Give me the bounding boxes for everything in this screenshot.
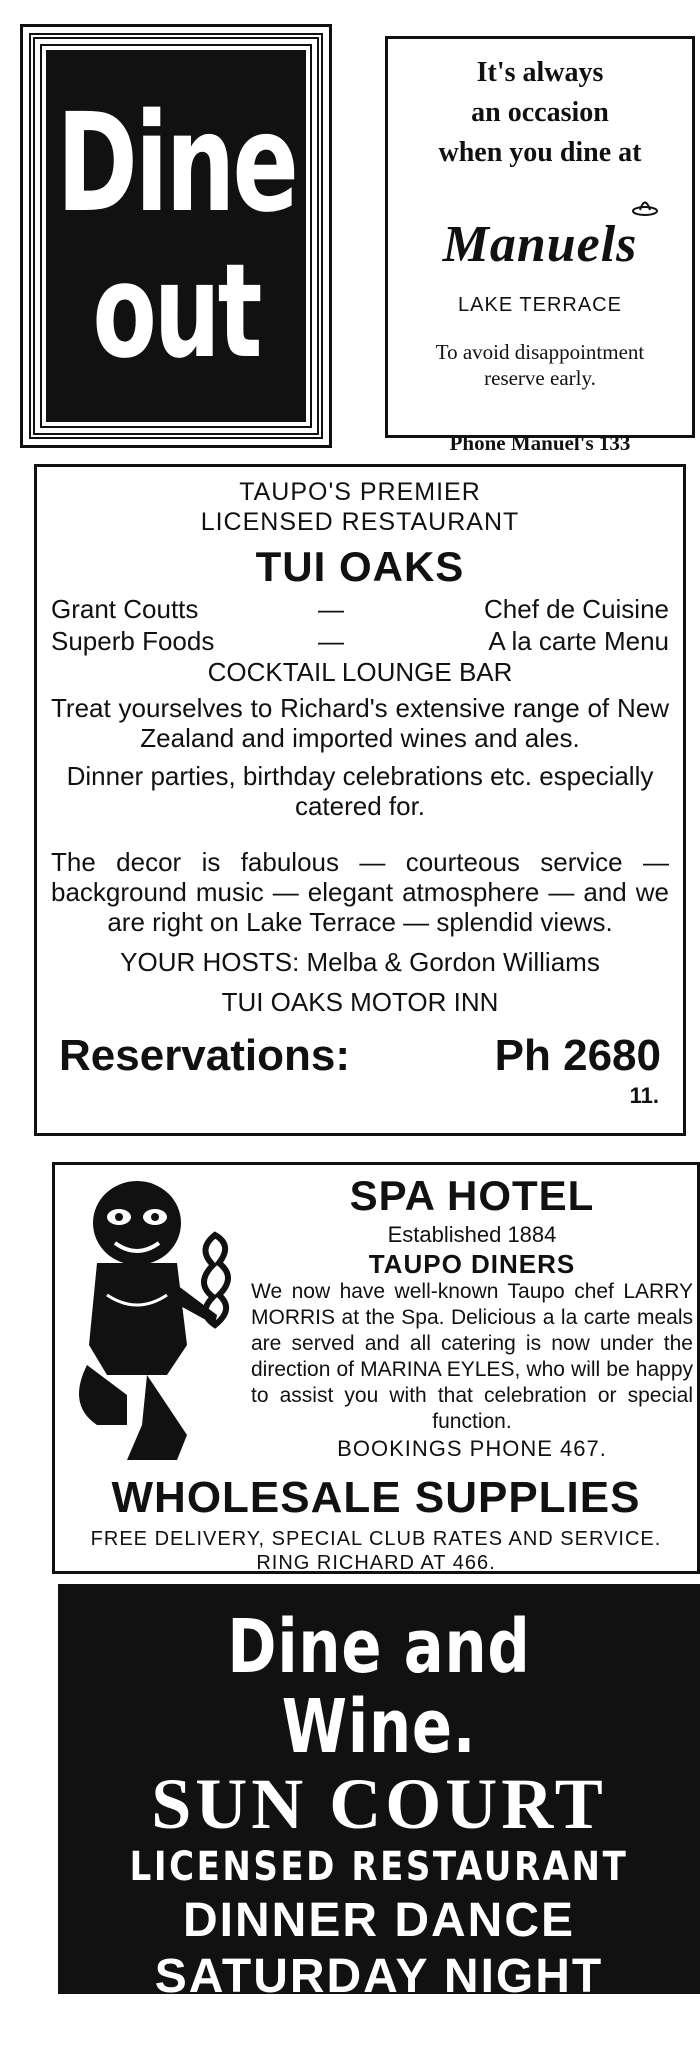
manuels-brand (388, 215, 692, 274)
note-line: To avoid disappointment (435, 340, 645, 364)
licensed-restaurant: LICENSED RESTAURANT (129, 1844, 629, 1890)
feature-right: Chef de Cuisine (484, 594, 669, 624)
manuels-phone: Phone Manuel's 133 (449, 431, 631, 455)
reservations-row (51, 1029, 669, 1083)
logo-panel (42, 46, 310, 426)
wholesale-heading: WHOLESALE SUPPLIES (111, 1473, 641, 1522)
feature-dash: — (318, 626, 344, 656)
parties-text: Dinner parties, birthday celebrations etc. especially catered for. (66, 761, 654, 821)
sun-court-name: SUN COURT (151, 1764, 607, 1844)
logo-word-out: out (92, 235, 260, 387)
note-line: reserve early. (484, 366, 596, 390)
sombrero-icon (632, 195, 658, 223)
feature-dash: — (318, 594, 344, 624)
feature-right: A la carte Menu (488, 626, 669, 656)
spa-subtitle: TAUPO DINERS (368, 1249, 576, 1279)
spa-body: We now have well-known Taupo chef LARRY MORRIS at the Spa. Delicious a la carte meals are served and all catering is now under the direction of MARINA EYLES, who will be happy to assist you with that celebration or special function. (251, 1280, 693, 1433)
spa-content (251, 1171, 693, 1463)
ad-number: 11. (629, 1083, 659, 1108)
tui-oaks-ad (34, 464, 686, 1136)
hosts-text: YOUR HOSTS: Melba & Gordon Williams (120, 947, 600, 977)
heading-line: LICENSED RESTAURANT (200, 508, 520, 536)
decorative-frame (29, 33, 323, 439)
manuels-location: LAKE TERRACE (458, 294, 622, 316)
motor-inn: TUI OAKS MOTOR INN (221, 987, 499, 1017)
dine-and-wine-headline: Dine and Wine. (227, 1604, 531, 1770)
spa-bookings: BOOKINGS PHONE 467. (337, 1436, 607, 1461)
tui-oaks-name: TUI OAKS (255, 543, 465, 590)
logo-word-dine: Dine (56, 85, 296, 243)
cocktail-bar: COCKTAIL LOUNGE BAR (207, 657, 513, 687)
tiki-figure-icon (67, 1175, 247, 1475)
delivery-text: FREE DELIVERY, SPECIAL CLUB RATES AND SERVICE. RING RICHARD AT 466. (90, 1528, 662, 1574)
reservations-label: Reservations: (59, 1031, 351, 1080)
spa-hotel-ad (52, 1162, 700, 1574)
manuels-note (388, 339, 692, 391)
tagline-line: It's always (476, 57, 604, 88)
saturday-night: SATURDAY NIGHT (154, 1950, 604, 2003)
spa-title: SPA HOTEL (349, 1172, 595, 1219)
manuels-brand-text: Manuels (442, 216, 638, 273)
reservations-phone: Ph 2680 (494, 1031, 661, 1080)
spa-established: Established 1884 (387, 1222, 557, 1247)
sun-court-phone: PHONE 2256 AFTER 3 P.M. (202, 2012, 556, 2042)
manuels-ad (385, 36, 695, 455)
manuels-tagline (388, 53, 692, 173)
wines-text: Treat yourselves to Richard's extensive range of New Zealand and imported wines and ales. (51, 693, 669, 753)
tagline-line: an occasion (471, 97, 609, 128)
feature-left: Superb Foods (51, 626, 215, 656)
heading-line: TAUPO'S PREMIER (239, 478, 481, 506)
dinner-dance: DINNER DANCE (182, 1894, 575, 1947)
tui-oaks-heading (51, 477, 669, 537)
sun-court-ad (58, 1584, 700, 2042)
feature-row (51, 593, 669, 625)
feature-left: Grant Coutts (51, 594, 199, 624)
decor-text: The decor is fabulous — courteous service — background music — elegant atmosphere — and we are right on Lake Terrace — splendid views. (51, 847, 669, 937)
dine-out-logo (20, 24, 332, 448)
tagline-line: when you dine at (438, 137, 642, 168)
feature-row (51, 625, 669, 657)
